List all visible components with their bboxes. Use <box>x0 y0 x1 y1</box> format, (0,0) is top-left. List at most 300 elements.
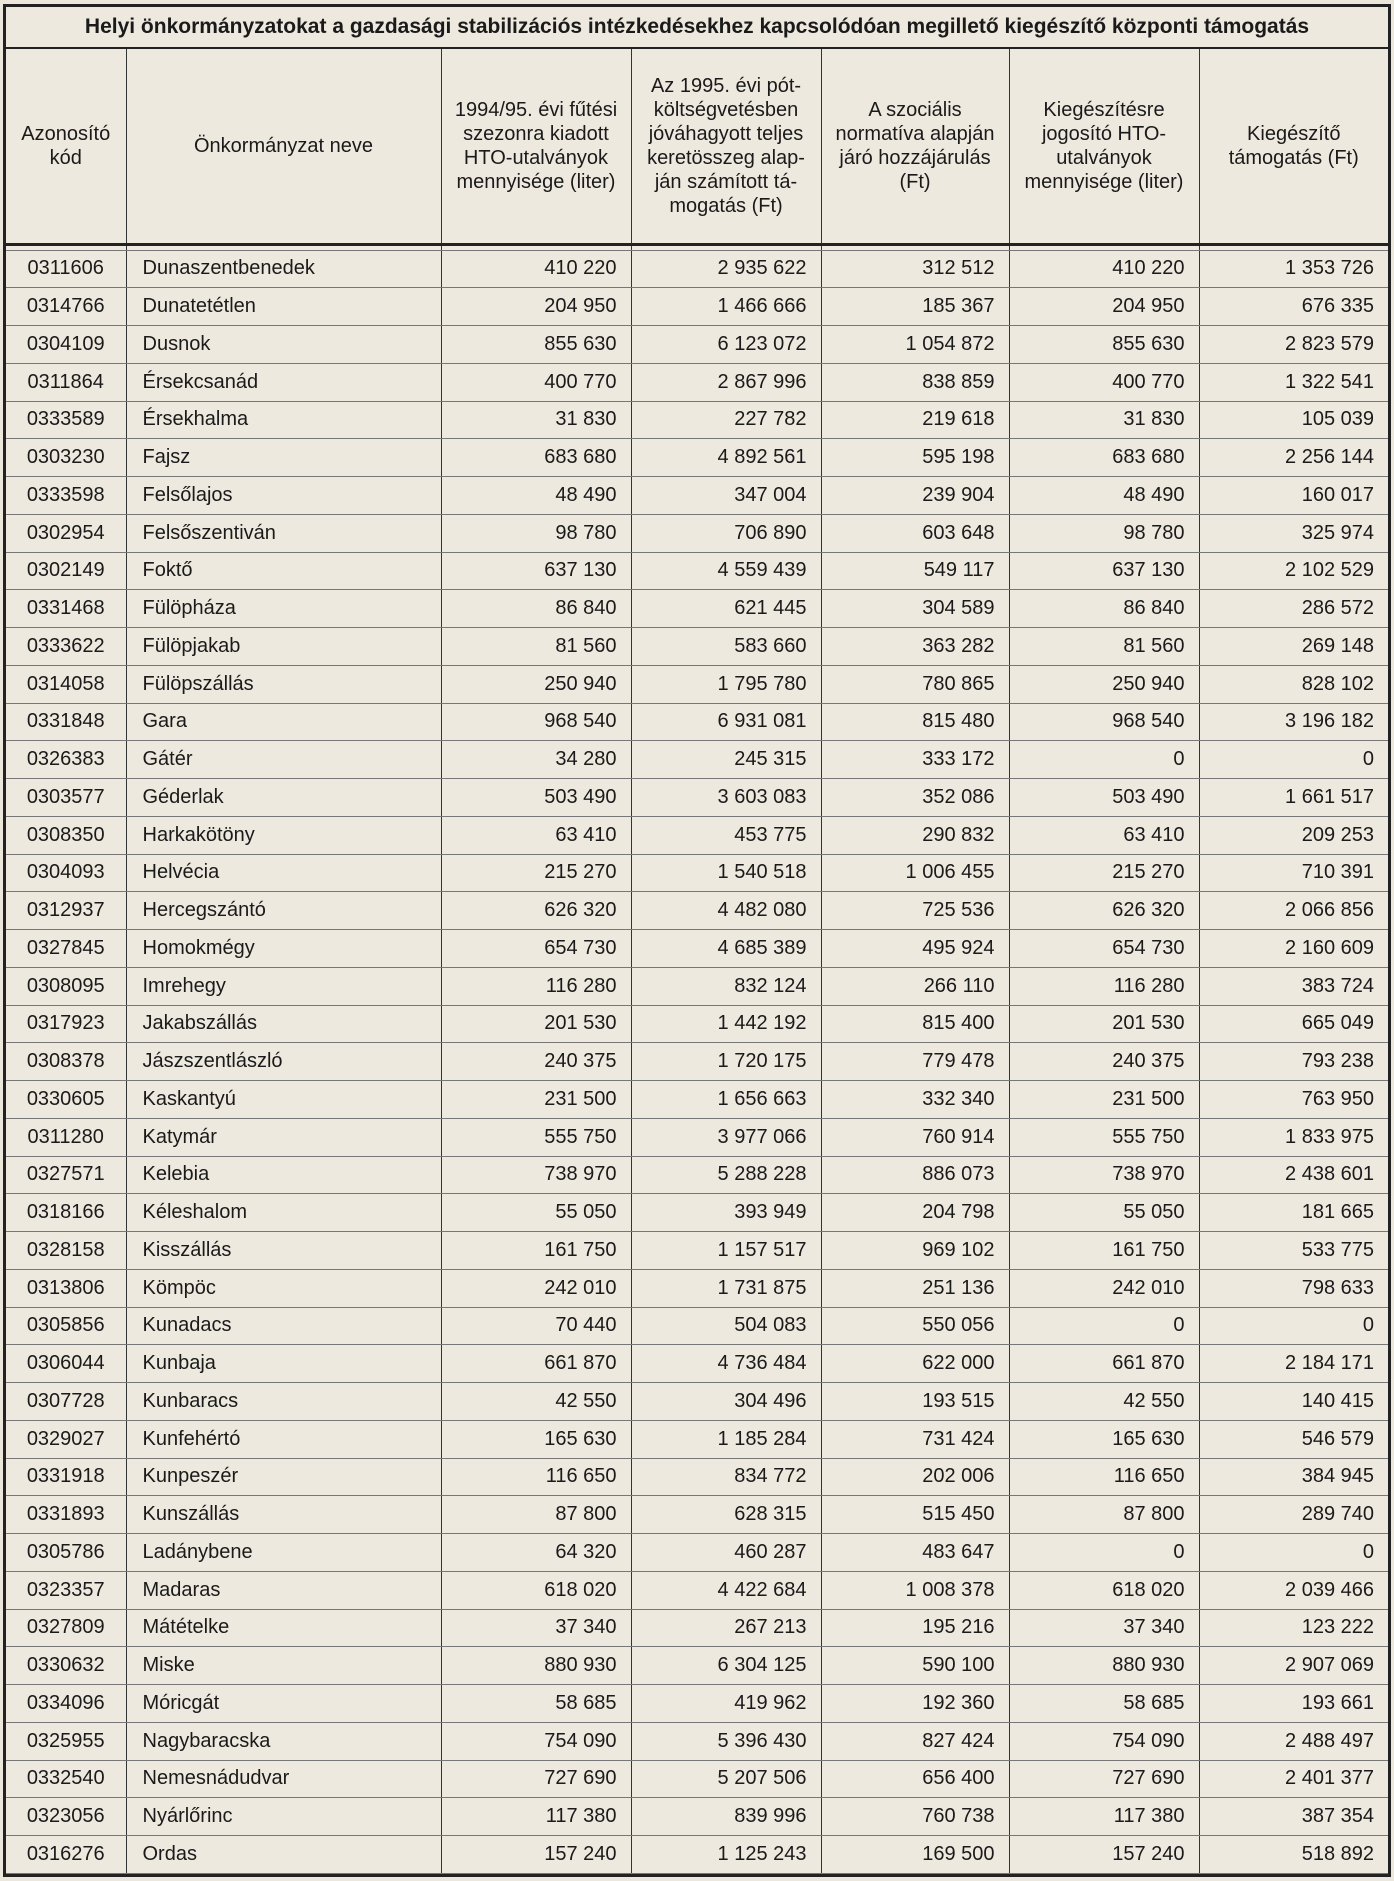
municipality-name-cell: Miske <box>126 1647 441 1685</box>
id-code-cell: 0312937 <box>6 892 126 930</box>
id-code-cell: 0332540 <box>6 1760 126 1798</box>
table-row <box>6 1496 1388 1534</box>
supplementary-support-cell: 546 579 <box>1199 1420 1388 1458</box>
budget-support-cell: 621 445 <box>631 590 821 628</box>
hto-quantity-cell: 157 240 <box>441 1836 631 1874</box>
eligible-hto-cell: 410 220 <box>1009 250 1199 288</box>
budget-support-cell: 832 124 <box>631 967 821 1005</box>
eligible-hto-cell: 503 490 <box>1009 779 1199 817</box>
table-row <box>6 967 1388 1005</box>
budget-support-cell: 419 962 <box>631 1685 821 1723</box>
table-row <box>6 1345 1388 1383</box>
supplementary-support-cell: 2 401 377 <box>1199 1760 1388 1798</box>
table-row <box>6 1647 1388 1685</box>
table-row <box>6 514 1388 552</box>
id-code-cell: 0327845 <box>6 930 126 968</box>
municipality-name-cell: Kunbaja <box>126 1345 441 1383</box>
table-row <box>6 1194 1388 1232</box>
supplementary-support-cell: 325 974 <box>1199 514 1388 552</box>
municipality-name-cell: Fülöpszállás <box>126 665 441 703</box>
supplementary-support-cell: 518 892 <box>1199 1836 1388 1874</box>
id-code-cell: 0325955 <box>6 1722 126 1760</box>
hto-quantity-cell: 86 840 <box>441 590 631 628</box>
header-social-contribution: A szociális normatíva alapján járó hozzájárulás (Ft) <box>821 49 1009 244</box>
id-code-cell: 0333598 <box>6 477 126 515</box>
supplementary-support-cell: 2 039 466 <box>1199 1571 1388 1609</box>
social-contribution-cell: 332 340 <box>821 1081 1009 1119</box>
eligible-hto-cell: 42 550 <box>1009 1383 1199 1421</box>
hto-quantity-cell: 683 680 <box>441 439 631 477</box>
supplementary-support-cell: 2 102 529 <box>1199 552 1388 590</box>
id-code-cell: 0333622 <box>6 628 126 666</box>
budget-support-cell: 2 867 996 <box>631 363 821 401</box>
table-row <box>6 1156 1388 1194</box>
municipality-name-cell: Fajsz <box>126 439 441 477</box>
eligible-hto-cell: 157 240 <box>1009 1836 1199 1874</box>
budget-support-cell: 3 603 083 <box>631 779 821 817</box>
budget-support-cell: 5 207 506 <box>631 1760 821 1798</box>
supplementary-support-cell: 1 833 975 <box>1199 1118 1388 1156</box>
id-code-cell: 0318166 <box>6 1194 126 1232</box>
social-contribution-cell: 886 073 <box>821 1156 1009 1194</box>
hto-quantity-cell: 654 730 <box>441 930 631 968</box>
supplementary-support-cell: 140 415 <box>1199 1383 1388 1421</box>
social-contribution-cell: 1 008 378 <box>821 1571 1009 1609</box>
budget-support-cell: 4 422 684 <box>631 1571 821 1609</box>
municipality-name-cell: Kunpeszér <box>126 1458 441 1496</box>
table-row <box>6 665 1388 703</box>
municipality-name-cell: Érsekcsanád <box>126 363 441 401</box>
social-contribution-cell: 304 589 <box>821 590 1009 628</box>
supplementary-support-cell: 2 438 601 <box>1199 1156 1388 1194</box>
eligible-hto-cell: 48 490 <box>1009 477 1199 515</box>
social-contribution-cell: 815 400 <box>821 1005 1009 1043</box>
budget-support-cell: 1 656 663 <box>631 1081 821 1119</box>
budget-support-cell: 453 775 <box>631 816 821 854</box>
eligible-hto-cell: 201 530 <box>1009 1005 1199 1043</box>
header-row <box>6 49 1388 244</box>
social-contribution-cell: 760 738 <box>821 1798 1009 1836</box>
social-contribution-cell: 622 000 <box>821 1345 1009 1383</box>
municipality-name-cell: Dunaszentbenedek <box>126 250 441 288</box>
supplementary-support-cell: 3 196 182 <box>1199 703 1388 741</box>
id-code-cell: 0314766 <box>6 288 126 326</box>
municipality-name-cell: Kaskantyú <box>126 1081 441 1119</box>
hto-quantity-cell: 400 770 <box>441 363 631 401</box>
social-contribution-cell: 603 648 <box>821 514 1009 552</box>
social-contribution-cell: 1 054 872 <box>821 326 1009 364</box>
table-row <box>6 1798 1388 1836</box>
table-row <box>6 1307 1388 1345</box>
supplementary-support-cell: 193 661 <box>1199 1685 1388 1723</box>
id-code-cell: 0328158 <box>6 1232 126 1270</box>
eligible-hto-cell: 116 280 <box>1009 967 1199 1005</box>
id-code-cell: 0302954 <box>6 514 126 552</box>
budget-support-cell: 460 287 <box>631 1534 821 1572</box>
budget-support-cell: 839 996 <box>631 1798 821 1836</box>
eligible-hto-cell: 250 940 <box>1009 665 1199 703</box>
eligible-hto-cell: 880 930 <box>1009 1647 1199 1685</box>
id-code-cell: 0303577 <box>6 779 126 817</box>
id-code-cell: 0331918 <box>6 1458 126 1496</box>
hto-quantity-cell: 626 320 <box>441 892 631 930</box>
eligible-hto-cell: 626 320 <box>1009 892 1199 930</box>
eligible-hto-cell: 855 630 <box>1009 326 1199 364</box>
social-contribution-cell: 169 500 <box>821 1836 1009 1874</box>
hto-quantity-cell: 87 800 <box>441 1496 631 1534</box>
id-code-cell: 0308350 <box>6 816 126 854</box>
eligible-hto-cell: 116 650 <box>1009 1458 1199 1496</box>
table-row <box>6 1383 1388 1421</box>
eligible-hto-cell: 618 020 <box>1009 1571 1199 1609</box>
social-contribution-cell: 483 647 <box>821 1534 1009 1572</box>
supplementary-support-cell: 160 017 <box>1199 477 1388 515</box>
header-municipality-name: Önkormányzat neve <box>126 49 441 244</box>
id-code-cell: 0333589 <box>6 401 126 439</box>
municipality-name-cell: Nagybaracska <box>126 1722 441 1760</box>
municipality-name-cell: Harkakötöny <box>126 816 441 854</box>
supplementary-support-cell: 2 160 609 <box>1199 930 1388 968</box>
municipality-name-cell: Ladánybene <box>126 1534 441 1572</box>
social-contribution-cell: 185 367 <box>821 288 1009 326</box>
id-code-cell: 0327571 <box>6 1156 126 1194</box>
social-contribution-cell: 760 914 <box>821 1118 1009 1156</box>
table-row <box>6 1232 1388 1270</box>
social-contribution-cell: 838 859 <box>821 363 1009 401</box>
table-row <box>6 930 1388 968</box>
municipality-name-cell: Kunbaracs <box>126 1383 441 1421</box>
eligible-hto-cell: 98 780 <box>1009 514 1199 552</box>
budget-support-cell: 227 782 <box>631 401 821 439</box>
table-row <box>6 590 1388 628</box>
table-row <box>6 628 1388 666</box>
table-row <box>6 250 1388 288</box>
social-contribution-cell: 352 086 <box>821 779 1009 817</box>
table-row <box>6 1534 1388 1572</box>
id-code-cell: 0305786 <box>6 1534 126 1572</box>
municipality-name-cell: Dunatetétlen <box>126 288 441 326</box>
id-code-cell: 0303230 <box>6 439 126 477</box>
supplementary-support-cell: 209 253 <box>1199 816 1388 854</box>
hto-quantity-cell: 48 490 <box>441 477 631 515</box>
hto-quantity-cell: 637 130 <box>441 552 631 590</box>
eligible-hto-cell: 86 840 <box>1009 590 1199 628</box>
table-row <box>6 1269 1388 1307</box>
social-contribution-cell: 266 110 <box>821 967 1009 1005</box>
hto-quantity-cell: 968 540 <box>441 703 631 741</box>
budget-support-cell: 5 396 430 <box>631 1722 821 1760</box>
budget-support-cell: 1 125 243 <box>631 1836 821 1874</box>
budget-support-cell: 3 977 066 <box>631 1118 821 1156</box>
document-sheet <box>3 4 1391 1877</box>
municipality-name-cell: Jakabszállás <box>126 1005 441 1043</box>
budget-support-cell: 6 304 125 <box>631 1647 821 1685</box>
hto-quantity-cell: 116 650 <box>441 1458 631 1496</box>
table-row <box>6 477 1388 515</box>
hto-quantity-cell: 738 970 <box>441 1156 631 1194</box>
budget-support-cell: 6 123 072 <box>631 326 821 364</box>
hto-quantity-cell: 242 010 <box>441 1269 631 1307</box>
table-header <box>6 49 1388 244</box>
hto-quantity-cell: 618 020 <box>441 1571 631 1609</box>
id-code-cell: 0317923 <box>6 1005 126 1043</box>
social-contribution-cell: 204 798 <box>821 1194 1009 1232</box>
hto-quantity-cell: 250 940 <box>441 665 631 703</box>
social-contribution-cell: 202 006 <box>821 1458 1009 1496</box>
social-contribution-cell: 239 904 <box>821 477 1009 515</box>
municipality-name-cell: Mátételke <box>126 1609 441 1647</box>
municipality-name-cell: Kisszállás <box>126 1232 441 1270</box>
budget-support-cell: 4 892 561 <box>631 439 821 477</box>
social-contribution-cell: 725 536 <box>821 892 1009 930</box>
supplementary-support-cell: 2 066 856 <box>1199 892 1388 930</box>
supplementary-support-cell: 793 238 <box>1199 1043 1388 1081</box>
budget-support-cell: 4 685 389 <box>631 930 821 968</box>
table-row <box>6 816 1388 854</box>
table-row <box>6 363 1388 401</box>
eligible-hto-cell: 55 050 <box>1009 1194 1199 1232</box>
municipality-name-cell: Homokmégy <box>126 930 441 968</box>
header-id-code: Azonosító kód <box>6 49 126 244</box>
eligible-hto-cell: 400 770 <box>1009 363 1199 401</box>
table-row <box>6 288 1388 326</box>
supplementary-support-cell: 123 222 <box>1199 1609 1388 1647</box>
municipality-name-cell: Felsőlajos <box>126 477 441 515</box>
municipality-name-cell: Kunadacs <box>126 1307 441 1345</box>
table-row <box>6 1760 1388 1798</box>
municipality-name-cell: Érsekhalma <box>126 401 441 439</box>
id-code-cell: 0305856 <box>6 1307 126 1345</box>
eligible-hto-cell: 204 950 <box>1009 288 1199 326</box>
social-contribution-cell: 731 424 <box>821 1420 1009 1458</box>
hto-quantity-cell: 42 550 <box>441 1383 631 1421</box>
social-contribution-cell: 363 282 <box>821 628 1009 666</box>
social-contribution-cell: 550 056 <box>821 1307 1009 1345</box>
eligible-hto-cell: 240 375 <box>1009 1043 1199 1081</box>
table-row <box>6 892 1388 930</box>
social-contribution-cell: 969 102 <box>821 1232 1009 1270</box>
hto-quantity-cell: 727 690 <box>441 1760 631 1798</box>
page-title: Helyi önkormányzatokat a gazdasági stabilizációs intézkedésekhez kapcsolódóan megillető kiegészítő központi támogatás <box>6 7 1388 49</box>
supplementary-support-cell: 181 665 <box>1199 1194 1388 1232</box>
social-contribution-cell: 333 172 <box>821 741 1009 779</box>
id-code-cell: 0308095 <box>6 967 126 1005</box>
supplementary-support-cell: 384 945 <box>1199 1458 1388 1496</box>
id-code-cell: 0311864 <box>6 363 126 401</box>
budget-support-cell: 834 772 <box>631 1458 821 1496</box>
hto-quantity-cell: 201 530 <box>441 1005 631 1043</box>
id-code-cell: 0302149 <box>6 552 126 590</box>
municipality-name-cell: Gátér <box>126 741 441 779</box>
table-row <box>6 1836 1388 1874</box>
hto-quantity-cell: 70 440 <box>441 1307 631 1345</box>
municipality-name-cell: Kömpöc <box>126 1269 441 1307</box>
municipality-name-cell: Foktő <box>126 552 441 590</box>
supplementary-support-cell: 763 950 <box>1199 1081 1388 1119</box>
municipality-name-cell: Madaras <box>126 1571 441 1609</box>
table-row <box>6 854 1388 892</box>
municipality-name-cell: Gara <box>126 703 441 741</box>
table-row <box>6 1118 1388 1156</box>
budget-support-cell: 393 949 <box>631 1194 821 1232</box>
table-row <box>6 703 1388 741</box>
eligible-hto-cell: 31 830 <box>1009 401 1199 439</box>
table-row <box>6 1609 1388 1647</box>
table-row <box>6 1081 1388 1119</box>
municipality-name-cell: Felsőszentiván <box>126 514 441 552</box>
municipality-name-cell: Imrehegy <box>126 967 441 1005</box>
supplementary-support-cell: 2 907 069 <box>1199 1647 1388 1685</box>
supplementary-support-cell: 676 335 <box>1199 288 1388 326</box>
table-row <box>6 401 1388 439</box>
municipality-name-cell: Kunszállás <box>126 1496 441 1534</box>
id-code-cell: 0330632 <box>6 1647 126 1685</box>
social-contribution-cell: 1 006 455 <box>821 854 1009 892</box>
hto-quantity-cell: 165 630 <box>441 1420 631 1458</box>
budget-support-cell: 504 083 <box>631 1307 821 1345</box>
social-contribution-cell: 779 478 <box>821 1043 1009 1081</box>
supplementary-support-cell: 2 488 497 <box>1199 1722 1388 1760</box>
social-contribution-cell: 193 515 <box>821 1383 1009 1421</box>
supplementary-support-cell: 710 391 <box>1199 854 1388 892</box>
budget-support-cell: 1 185 284 <box>631 1420 821 1458</box>
table-row <box>6 1043 1388 1081</box>
hto-quantity-cell: 661 870 <box>441 1345 631 1383</box>
eligible-hto-cell: 87 800 <box>1009 1496 1199 1534</box>
supplementary-support-cell: 1 353 726 <box>1199 250 1388 288</box>
id-code-cell: 0331468 <box>6 590 126 628</box>
header-budget-support: Az 1995. évi pót-költségvetésben jóváhagyott teljes keretösszeg alap-ján számított tá-mogatás (Ft) <box>631 49 821 244</box>
id-code-cell: 0307728 <box>6 1383 126 1421</box>
eligible-hto-cell: 63 410 <box>1009 816 1199 854</box>
id-code-cell: 0326383 <box>6 741 126 779</box>
support-table <box>6 49 1388 1874</box>
budget-support-cell: 304 496 <box>631 1383 821 1421</box>
eligible-hto-cell: 161 750 <box>1009 1232 1199 1270</box>
budget-support-cell: 1 540 518 <box>631 854 821 892</box>
eligible-hto-cell: 683 680 <box>1009 439 1199 477</box>
municipality-name-cell: Fülöpháza <box>126 590 441 628</box>
hto-quantity-cell: 161 750 <box>441 1232 631 1270</box>
supplementary-support-cell: 286 572 <box>1199 590 1388 628</box>
budget-support-cell: 2 935 622 <box>631 250 821 288</box>
eligible-hto-cell: 727 690 <box>1009 1760 1199 1798</box>
id-code-cell: 0316276 <box>6 1836 126 1874</box>
budget-support-cell: 4 559 439 <box>631 552 821 590</box>
hto-quantity-cell: 410 220 <box>441 250 631 288</box>
hto-quantity-cell: 55 050 <box>441 1194 631 1232</box>
municipality-name-cell: Nemesnádudvar <box>126 1760 441 1798</box>
id-code-cell: 0330605 <box>6 1081 126 1119</box>
eligible-hto-cell: 165 630 <box>1009 1420 1199 1458</box>
budget-support-cell: 267 213 <box>631 1609 821 1647</box>
hto-quantity-cell: 855 630 <box>441 326 631 364</box>
municipality-name-cell: Jászszentlászló <box>126 1043 441 1081</box>
hto-quantity-cell: 231 500 <box>441 1081 631 1119</box>
id-code-cell: 0314058 <box>6 665 126 703</box>
social-contribution-cell: 815 480 <box>821 703 1009 741</box>
social-contribution-cell: 595 198 <box>821 439 1009 477</box>
social-contribution-cell: 251 136 <box>821 1269 1009 1307</box>
budget-support-cell: 1 795 780 <box>631 665 821 703</box>
budget-support-cell: 1 731 875 <box>631 1269 821 1307</box>
budget-support-cell: 4 736 484 <box>631 1345 821 1383</box>
header-hto-quantity: 1994/95. évi fűtési szezonra kiadott HTO-utalványok mennyisége (liter) <box>441 49 631 244</box>
id-code-cell: 0311606 <box>6 250 126 288</box>
id-code-cell: 0323357 <box>6 1571 126 1609</box>
table-row <box>6 326 1388 364</box>
eligible-hto-cell: 738 970 <box>1009 1156 1199 1194</box>
social-contribution-cell: 312 512 <box>821 250 1009 288</box>
budget-support-cell: 1 442 192 <box>631 1005 821 1043</box>
social-contribution-cell: 656 400 <box>821 1760 1009 1798</box>
budget-support-cell: 1 157 517 <box>631 1232 821 1270</box>
social-contribution-cell: 549 117 <box>821 552 1009 590</box>
budget-support-cell: 583 660 <box>631 628 821 666</box>
budget-support-cell: 6 931 081 <box>631 703 821 741</box>
hto-quantity-cell: 204 950 <box>441 288 631 326</box>
supplementary-support-cell: 1 322 541 <box>1199 363 1388 401</box>
id-code-cell: 0304109 <box>6 326 126 364</box>
hto-quantity-cell: 98 780 <box>441 514 631 552</box>
header-eligible-hto: Kiegészítésre jogosító HTO-utalványok mennyisége (liter) <box>1009 49 1199 244</box>
table-row <box>6 779 1388 817</box>
hto-quantity-cell: 754 090 <box>441 1722 631 1760</box>
supplementary-support-cell: 387 354 <box>1199 1798 1388 1836</box>
hto-quantity-cell: 117 380 <box>441 1798 631 1836</box>
table-row <box>6 1420 1388 1458</box>
budget-support-cell: 1 720 175 <box>631 1043 821 1081</box>
municipality-name-cell: Kelebia <box>126 1156 441 1194</box>
hto-quantity-cell: 31 830 <box>441 401 631 439</box>
municipality-name-cell: Nyárlőrinc <box>126 1798 441 1836</box>
table-row <box>6 552 1388 590</box>
hto-quantity-cell: 880 930 <box>441 1647 631 1685</box>
budget-support-cell: 5 288 228 <box>631 1156 821 1194</box>
id-code-cell: 0308378 <box>6 1043 126 1081</box>
table-row <box>6 741 1388 779</box>
hto-quantity-cell: 37 340 <box>441 1609 631 1647</box>
eligible-hto-cell: 754 090 <box>1009 1722 1199 1760</box>
hto-quantity-cell: 555 750 <box>441 1118 631 1156</box>
table-row <box>6 1722 1388 1760</box>
eligible-hto-cell: 968 540 <box>1009 703 1199 741</box>
eligible-hto-cell: 0 <box>1009 741 1199 779</box>
id-code-cell: 0306044 <box>6 1345 126 1383</box>
id-code-cell: 0323056 <box>6 1798 126 1836</box>
table-body <box>6 244 1388 1873</box>
eligible-hto-cell: 0 <box>1009 1307 1199 1345</box>
eligible-hto-cell: 242 010 <box>1009 1269 1199 1307</box>
supplementary-support-cell: 665 049 <box>1199 1005 1388 1043</box>
id-code-cell: 0313806 <box>6 1269 126 1307</box>
supplementary-support-cell: 0 <box>1199 1534 1388 1572</box>
eligible-hto-cell: 555 750 <box>1009 1118 1199 1156</box>
id-code-cell: 0304093 <box>6 854 126 892</box>
eligible-hto-cell: 637 130 <box>1009 552 1199 590</box>
budget-support-cell: 1 466 666 <box>631 288 821 326</box>
supplementary-support-cell: 105 039 <box>1199 401 1388 439</box>
eligible-hto-cell: 37 340 <box>1009 1609 1199 1647</box>
supplementary-support-cell: 2 184 171 <box>1199 1345 1388 1383</box>
supplementary-support-cell: 828 102 <box>1199 665 1388 703</box>
hto-quantity-cell: 64 320 <box>441 1534 631 1572</box>
hto-quantity-cell: 58 685 <box>441 1685 631 1723</box>
hto-quantity-cell: 240 375 <box>441 1043 631 1081</box>
header-supplementary-support: Kiegészítő támogatás (Ft) <box>1199 49 1388 244</box>
municipality-name-cell: Dusnok <box>126 326 441 364</box>
eligible-hto-cell: 81 560 <box>1009 628 1199 666</box>
